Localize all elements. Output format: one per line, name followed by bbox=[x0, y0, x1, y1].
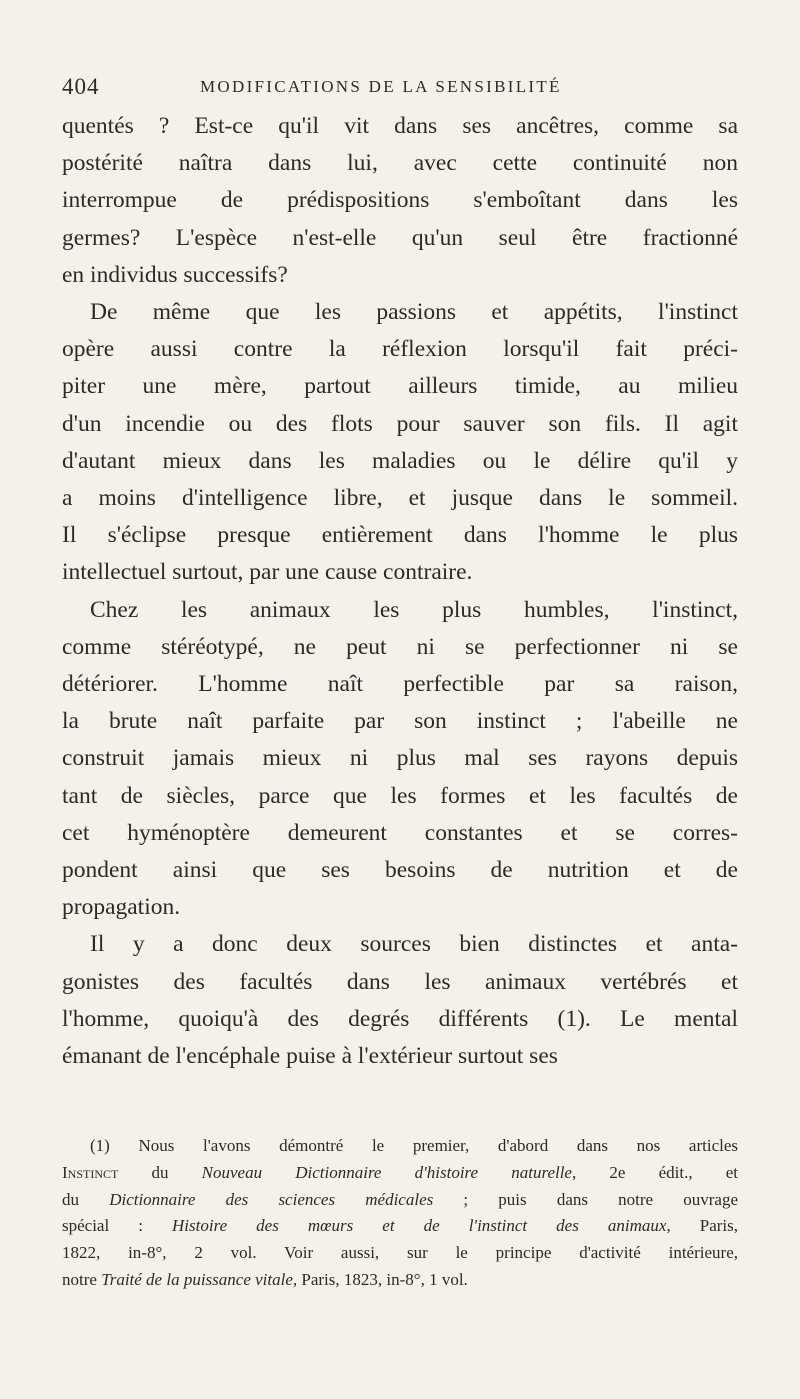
footnote bbox=[62, 1133, 738, 1294]
text-line: Chez les animaux les plus humbles, l'instinct, bbox=[90, 596, 738, 623]
footnote-segment: , Paris, bbox=[666, 1216, 738, 1236]
footnote-segment: notre bbox=[62, 1269, 102, 1289]
text-line: d'autant mieux dans les maladies ou le délire qu'il y bbox=[62, 447, 738, 474]
paragraph bbox=[62, 592, 738, 927]
footnote-segment: (1) Nous l'avons démontré le premier, d'abord dans nos articles bbox=[90, 1136, 738, 1155]
text-line: Il s'éclipse presque entièrement dans l'homme le plus bbox=[62, 522, 738, 549]
page-number: 404 bbox=[62, 74, 100, 99]
text-line: quentés ? Est-ce qu'il vit dans ses ancêtres, comme sa bbox=[62, 113, 738, 139]
page-header bbox=[62, 74, 738, 104]
paragraph bbox=[62, 926, 738, 1075]
footnote-segment: du bbox=[62, 1189, 110, 1209]
footnote-segment: 1822, in-8°, 2 vol. Voir aussi, sur le principe d'activité intérieure, bbox=[62, 1243, 738, 1263]
paragraph bbox=[62, 294, 738, 592]
footnote-segment: Dictionnaire des sciences médicales bbox=[109, 1189, 434, 1209]
footnote-segment: Instinct bbox=[62, 1162, 119, 1182]
text-line: germes? L'espèce n'est-elle qu'un seul être fractionné bbox=[62, 224, 738, 251]
text-line: l'homme, quoiqu'à des degrés différents (1). Le mental bbox=[62, 1005, 738, 1032]
text-line: piter une mère, partout ailleurs timide, au milieu bbox=[62, 373, 738, 400]
text-line: la brute naît parfaite par son instinct ; l'abeille ne bbox=[62, 708, 738, 735]
text-line: construit jamais mieux ni plus mal ses rayons depuis bbox=[62, 745, 738, 772]
footnote-line bbox=[62, 1133, 738, 1160]
text-line: interrompue de prédispositions s'emboîtant dans les bbox=[62, 187, 738, 214]
text-line: émanant de l'encéphale puise à l'extérieur surtout ses bbox=[62, 1043, 558, 1070]
footnote-segment: ; puis dans notre ouvrage bbox=[433, 1189, 739, 1209]
text-line: propagation. bbox=[62, 894, 181, 921]
paragraph bbox=[62, 108, 738, 294]
footnote-segment: spécial : bbox=[62, 1216, 173, 1236]
text-line: intellectuel surtout, par une cause contraire. bbox=[62, 559, 473, 586]
text-line: gonistes des facultés dans les animaux vertébrés et bbox=[62, 968, 738, 995]
text-line: cet hyménoptère demeurent constantes et se corres- bbox=[62, 819, 738, 846]
footnote-segment: du bbox=[118, 1162, 202, 1182]
footnote-segment: Traité de la puissance vitale bbox=[101, 1269, 293, 1289]
footnote-segment: Nouveau Dictionnaire d'histoire naturelle bbox=[201, 1162, 572, 1182]
running-head: MODIFICATIONS DE LA SENSIBILITÉ bbox=[200, 77, 562, 96]
text-line: comme stéréotypé, ne peut ni se perfectionner ni se bbox=[62, 633, 738, 660]
footnote-line bbox=[62, 1160, 738, 1187]
footnote-line bbox=[62, 1187, 738, 1214]
footnote-line bbox=[62, 1267, 738, 1294]
footnote-segment: , Paris, 1823, in-8°, 1 vol. bbox=[292, 1269, 468, 1289]
text-line: pondent ainsi que ses besoins de nutrition et de bbox=[62, 857, 738, 884]
footnote-line bbox=[62, 1213, 738, 1240]
text-line: en individus successifs? bbox=[62, 261, 288, 288]
footnote-segment: Histoire des mœurs et de l'instinct des animaux bbox=[172, 1216, 667, 1236]
footnote-line bbox=[62, 1240, 738, 1267]
body-text bbox=[62, 108, 738, 1075]
text-line: De même que les passions et appétits, l'instinct bbox=[90, 299, 738, 326]
text-line: postérité naîtra dans lui, avec cette continuité non bbox=[62, 150, 738, 177]
text-line: d'un incendie ou des flots pour sauver son fils. Il agit bbox=[62, 410, 738, 437]
text-line: détériorer. L'homme naît perfectible par sa raison, bbox=[62, 671, 738, 698]
footnote-segment: , 2e édit., et bbox=[571, 1162, 739, 1182]
text-line: opère aussi contre la réflexion lorsqu'il fait préci- bbox=[62, 336, 738, 363]
text-line: tant de siècles, parce que les formes et les facultés de bbox=[62, 782, 738, 809]
text-line: a moins d'intelligence libre, et jusque dans le sommeil. bbox=[62, 485, 738, 512]
text-line: Il y a donc deux sources bien distinctes et anta- bbox=[90, 931, 738, 958]
